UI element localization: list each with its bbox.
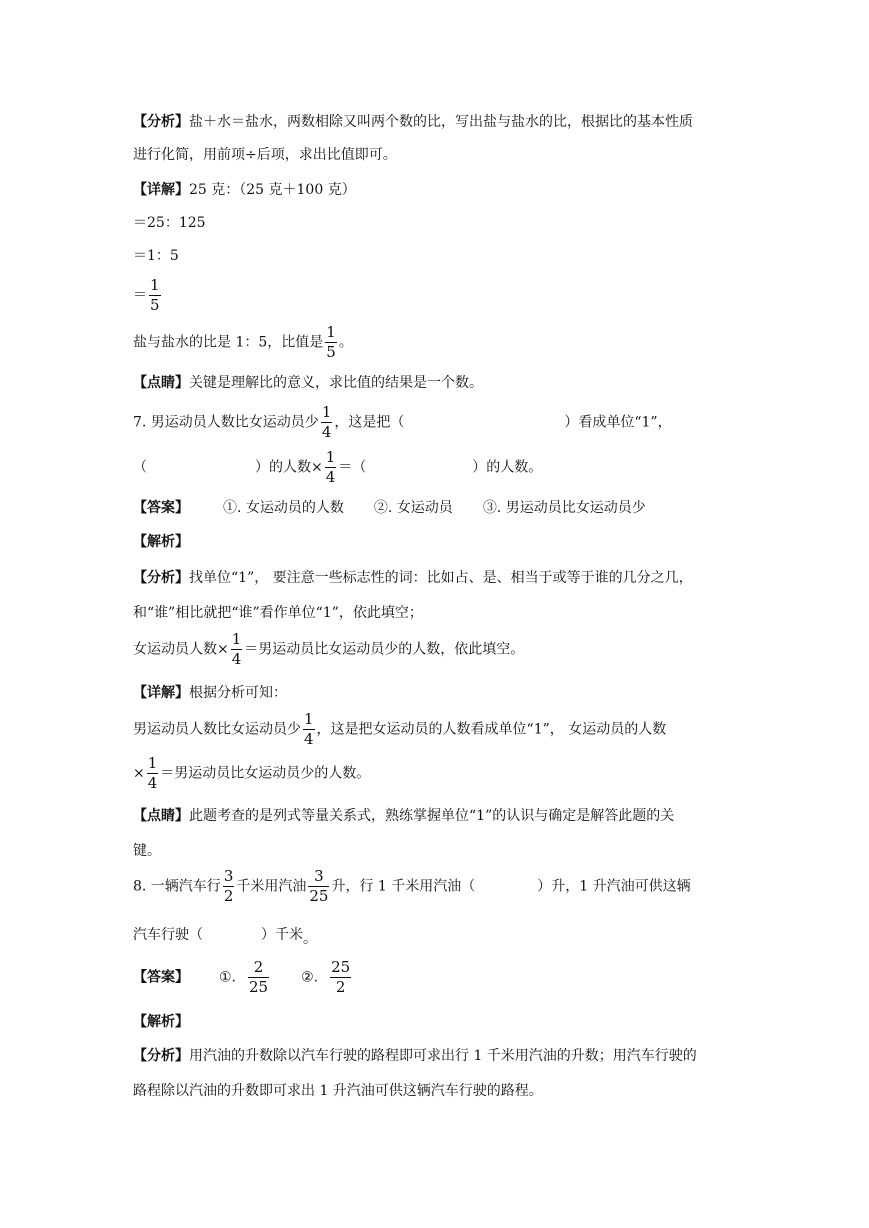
question-text: 汽车行驶（ <box>133 927 203 943</box>
question-8-line-1 <box>133 869 691 904</box>
detail-text: ＝男运动员比女运动员少的人数。 <box>160 765 371 782</box>
answer-3: ③. 男运动员比女运动员少 <box>482 500 646 516</box>
fraction-numerator: 3 <box>308 869 329 887</box>
analysis-label: 【分析】 <box>133 1048 189 1064</box>
answer-2: ②. 女运动员 <box>373 500 453 516</box>
fraction <box>303 712 315 747</box>
answer-label: 【答案】 <box>133 969 189 986</box>
fraction-denominator: 5 <box>326 343 336 361</box>
fraction-numerator: 1 <box>231 630 242 648</box>
equals-sign: ＝ <box>133 287 147 304</box>
question-8-line-2 <box>133 925 317 945</box>
fraction <box>149 278 161 313</box>
fraction <box>325 325 337 360</box>
fraction-numerator: 1 <box>304 710 314 728</box>
explanation-label: 【解析】 <box>133 1014 189 1030</box>
comment-7-line-2: 键。 <box>133 843 161 859</box>
question-text: ＝（ <box>338 459 367 476</box>
analysis-label: 【分析】 <box>133 570 189 586</box>
question-text: ）看成单位“1”， <box>564 414 672 431</box>
question-text: ）的人数。 <box>472 459 543 476</box>
detail-label: 【详解】 <box>133 182 189 198</box>
fraction-denominator: 25 <box>249 978 269 996</box>
analysis-7-line-1 <box>133 568 693 588</box>
explanation-label: 【解析】 <box>133 534 189 550</box>
analysis-text: 找单位“1”， 要注意一些标志性的词：比如占、是、相当于或等于谁的几分之几， <box>189 570 693 586</box>
question-text: 升，行 1 千米用汽油（ <box>331 878 476 895</box>
detail-text: × <box>133 765 145 782</box>
comment-label: 【点睛】 <box>133 808 189 824</box>
question-text: ）升，1 升汽油可供这辆 <box>537 878 691 895</box>
detail-7-line-3 <box>133 756 370 791</box>
fraction <box>147 756 159 791</box>
fraction-numerator: 1 <box>147 754 158 772</box>
analysis-text: 女运动员人数× <box>133 641 229 658</box>
fraction-numerator: 25 <box>331 958 351 976</box>
question-text: ，这是把（ <box>334 414 405 431</box>
fraction <box>321 405 333 440</box>
fraction-denominator: 25 <box>309 887 329 905</box>
detail-step-3 <box>133 278 163 313</box>
period: 。 <box>303 931 317 947</box>
fraction-denominator: 4 <box>147 774 158 792</box>
comment-7-line-1 <box>133 806 674 826</box>
question-text: ）千米 <box>261 927 303 943</box>
detail-label: 【详解】 <box>133 685 189 701</box>
question-text: 8. 一辆汽车行 <box>133 878 221 895</box>
detail-text: 男运动员人数比女运动员少 <box>133 721 301 738</box>
fraction <box>308 869 329 904</box>
analysis-7-line-3 <box>133 632 524 667</box>
period: 。 <box>338 334 353 351</box>
fraction-denominator: 4 <box>304 730 314 748</box>
fraction-numerator: 1 <box>150 276 160 294</box>
detail-step-1: ＝25：125 <box>133 215 206 231</box>
analysis-line-1 <box>133 112 693 132</box>
detail-text: ，这是把女运动员的人数看成单位“1”， 女运动员的人数 <box>316 721 667 738</box>
answer-marker-1: ①. <box>219 969 237 986</box>
answer-marker-2: ②. <box>301 969 319 986</box>
comment-text: 关键是理解比的意义，求比值的结果是一个数。 <box>189 375 483 391</box>
analysis-7-line-2: 和“谁”相比就把“谁”看作单位“1”，依此填空； <box>133 605 423 621</box>
fraction <box>223 869 235 904</box>
analysis-label: 【分析】 <box>133 114 189 130</box>
detail-text: 根据分析可知： <box>189 685 287 701</box>
analysis-text: 用汽油的升数除以汽车行驶的路程即可求出行 1 千米用汽油的升数；用汽车行驶的 <box>189 1048 697 1064</box>
answer-line-8 <box>133 960 353 995</box>
fraction-numerator: 3 <box>223 867 234 885</box>
fraction-numerator: 1 <box>321 403 332 421</box>
fraction <box>248 960 269 995</box>
question-text: 7. 男运动员人数比女运动员少 <box>133 414 319 431</box>
answer-1: ①. 女运动员的人数 <box>223 500 344 516</box>
answer-line-7 <box>133 498 646 518</box>
fraction-numerator: 2 <box>248 960 269 978</box>
fraction-denominator: 5 <box>150 296 160 314</box>
fraction <box>325 450 337 485</box>
fraction-denominator: 4 <box>231 650 242 668</box>
comment-label: 【点睛】 <box>133 375 189 391</box>
comment-line <box>133 373 483 393</box>
question-text: ）的人数× <box>255 459 323 476</box>
question-text: 千米用汽油 <box>236 878 307 895</box>
fraction-denominator: 4 <box>325 468 336 486</box>
comment-text: 此题考查的是列式等量关系式，熟练掌握单位“1”的认识与确定是解答此题的关 <box>189 808 675 824</box>
fraction-denominator: 2 <box>335 978 346 996</box>
fraction-numerator: 1 <box>326 323 336 341</box>
analysis-text: 盐＋水＝盐水，两数相除又叫两个数的比，写出盐与盐水的比，根据比的基本性质 <box>189 114 693 130</box>
question-7-line-1 <box>133 405 672 440</box>
fraction <box>330 960 351 995</box>
detail-conclusion <box>133 325 353 360</box>
fraction-numerator: 1 <box>325 448 336 466</box>
detail-line-1 <box>133 180 356 200</box>
question-text: （ <box>133 459 147 476</box>
detail-text: 25 克：（25 克＋100 克） <box>189 182 356 198</box>
analysis-8-line-2: 路程除以汽油的升数即可求出 1 升汽油可供这辆汽车行驶的路程。 <box>133 1083 543 1099</box>
analysis-text: ＝男运动员比女运动员少的人数，依此填空。 <box>244 641 525 658</box>
answer-label: 【答案】 <box>133 500 189 516</box>
analysis-8-line-1 <box>133 1046 697 1066</box>
fraction <box>231 632 243 667</box>
analysis-line-2: 进行化简，用前项÷后项，求出比值即可。 <box>133 147 397 163</box>
fraction-denominator: 2 <box>223 887 234 905</box>
conclusion-text: 盐与盐水的比是 1：5，比值是 <box>133 334 324 351</box>
detail-step-2: ＝1：5 <box>133 248 179 264</box>
detail-7-line-1 <box>133 683 287 703</box>
fraction-denominator: 4 <box>321 423 332 441</box>
detail-7-line-2 <box>133 712 666 747</box>
question-7-line-2 <box>133 450 542 485</box>
